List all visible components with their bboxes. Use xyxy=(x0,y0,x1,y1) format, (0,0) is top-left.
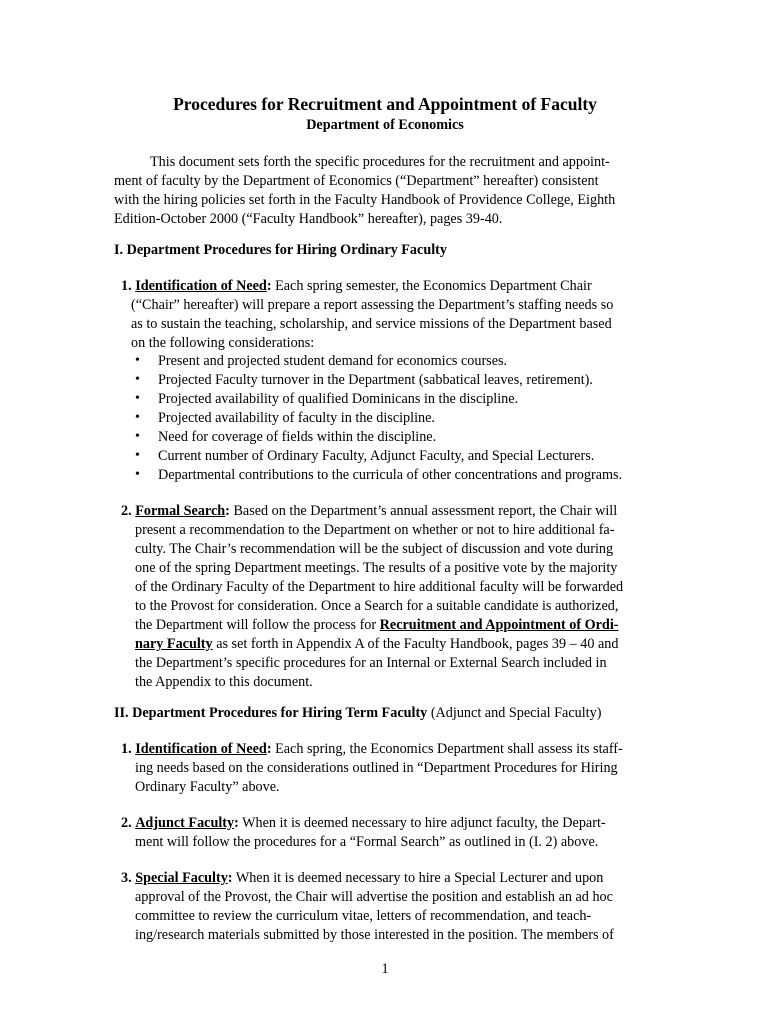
item-line: nary Faculty as set forth in Appendix A of the Faculty Handbook, pages 39 – 40 and xyxy=(135,636,619,652)
document-subtitle: Department of Economics xyxy=(306,117,464,133)
appendix-reference: nary Faculty xyxy=(135,636,213,652)
bullet-icon: • xyxy=(135,353,140,368)
bullet-icon: • xyxy=(135,410,140,425)
item-line: the Department’s specific procedures for an Internal or External Search included in xyxy=(135,655,607,671)
item-label: Special Faculty xyxy=(135,870,228,886)
item-line: on the following considerations: xyxy=(131,335,315,351)
item-line: approval of the Provost, the Chair will advertise the position and establish an ad hoc xyxy=(135,889,613,905)
item-line: the Appendix to this document. xyxy=(135,674,313,690)
bullet-icon: • xyxy=(135,391,140,406)
intro-line: with the hiring policies set forth in the Faculty Handbook of Providence College, Eighth xyxy=(114,192,616,208)
item-line: committee to review the curriculum vitae, letters of recommendation, and teach- xyxy=(135,908,592,924)
item-label: Identification of Need xyxy=(135,278,267,294)
intro-line: ment of faculty by the Department of Economics (“Department” hereafter) consistent xyxy=(114,173,599,189)
item-2-3-first-line: 3. Special Faculty: When it is deemed necessary to hire a Special Lecturer and upon xyxy=(121,870,604,886)
bullet-item: Projected availability of faculty in the discipline. xyxy=(158,410,435,426)
item-line: (“Chair” hereafter) will prepare a report assessing the Department’s staffing needs so xyxy=(131,297,614,313)
bullet-item: Current number of Ordinary Faculty, Adjunct Faculty, and Special Lecturers. xyxy=(158,448,595,464)
item-1-1-first-line: 1. Identification of Need: Each spring semester, the Economics Department Chair xyxy=(121,278,592,294)
item-1-2-first-line: 2. Formal Search: Based on the Department’s annual assessment report, the Chair will xyxy=(121,503,618,519)
item-label: Formal Search xyxy=(135,503,226,519)
bullet-item: Need for coverage of fields within the discipline. xyxy=(158,429,437,445)
item-line: as to sustain the teaching, scholarship, and service missions of the Department based xyxy=(131,316,612,332)
item-2-2-first-line: 2. Adjunct Faculty: When it is deemed necessary to hire adjunct faculty, the Depart- xyxy=(121,815,606,831)
intro-line: Edition-October 2000 (“Faculty Handbook” hereafter), pages 39-40. xyxy=(114,211,503,227)
bullet-icon: • xyxy=(135,429,140,444)
bullet-item: Projected Faculty turnover in the Department (sabbatical leaves, retirement). xyxy=(158,372,593,388)
item-line: ment will follow the procedures for a “Formal Search” as outlined in (I. 2) above. xyxy=(135,834,599,850)
bullet-icon: • xyxy=(135,448,140,463)
item-line: Ordinary Faculty” above. xyxy=(135,779,280,795)
item-line: one of the spring Department meetings. The results of a positive vote by the majority xyxy=(135,560,618,576)
item-line: of the Ordinary Faculty of the Department to hire additional faculty will be forwarded xyxy=(135,579,624,595)
bullet-item: Present and projected student demand for economics courses. xyxy=(158,353,508,369)
bullet-item: Projected availability of qualified Dominicans in the discipline. xyxy=(158,391,519,407)
item-line: to the Provost for consideration. Once a Search for a suitable candidate is authorized, xyxy=(135,598,619,614)
bullet-icon: • xyxy=(135,467,140,482)
item-line: the Department will follow the process for Recruitment and Appointment of Ordi- xyxy=(135,617,619,633)
document-title: Procedures for Recruitment and Appointment of Faculty xyxy=(173,94,597,114)
section-1-heading: I. Department Procedures for Hiring Ordinary Faculty xyxy=(114,242,447,258)
intro-line: This document sets forth the specific procedures for the recruitment and appoint- xyxy=(150,154,610,170)
page-number: 1 xyxy=(381,961,389,977)
item-line: ing/research materials submitted by those interested in the position. The members of xyxy=(135,927,614,943)
bullet-item: Departmental contributions to the curricula of other concentrations and programs. xyxy=(158,467,623,483)
bullet-icon: • xyxy=(135,372,140,387)
appendix-reference: Recruitment and Appointment of Ordi- xyxy=(379,617,619,633)
item-line: culty. The Chair’s recommendation will be the subject of discussion and vote during xyxy=(135,541,614,557)
section-2-heading: II. Department Procedures for Hiring Term Faculty (Adjunct and Special Faculty) xyxy=(114,705,602,721)
item-label: Identification of Need xyxy=(135,741,267,757)
item-line: present a recommendation to the Department on whether or not to hire additional fa- xyxy=(135,522,615,538)
item-line: ing needs based on the considerations outlined in “Department Procedures for Hiring xyxy=(135,760,618,776)
item-label: Adjunct Faculty xyxy=(135,815,235,831)
item-2-1-first-line: 1. Identification of Need: Each spring, the Economics Department shall assess its staff- xyxy=(121,741,623,757)
